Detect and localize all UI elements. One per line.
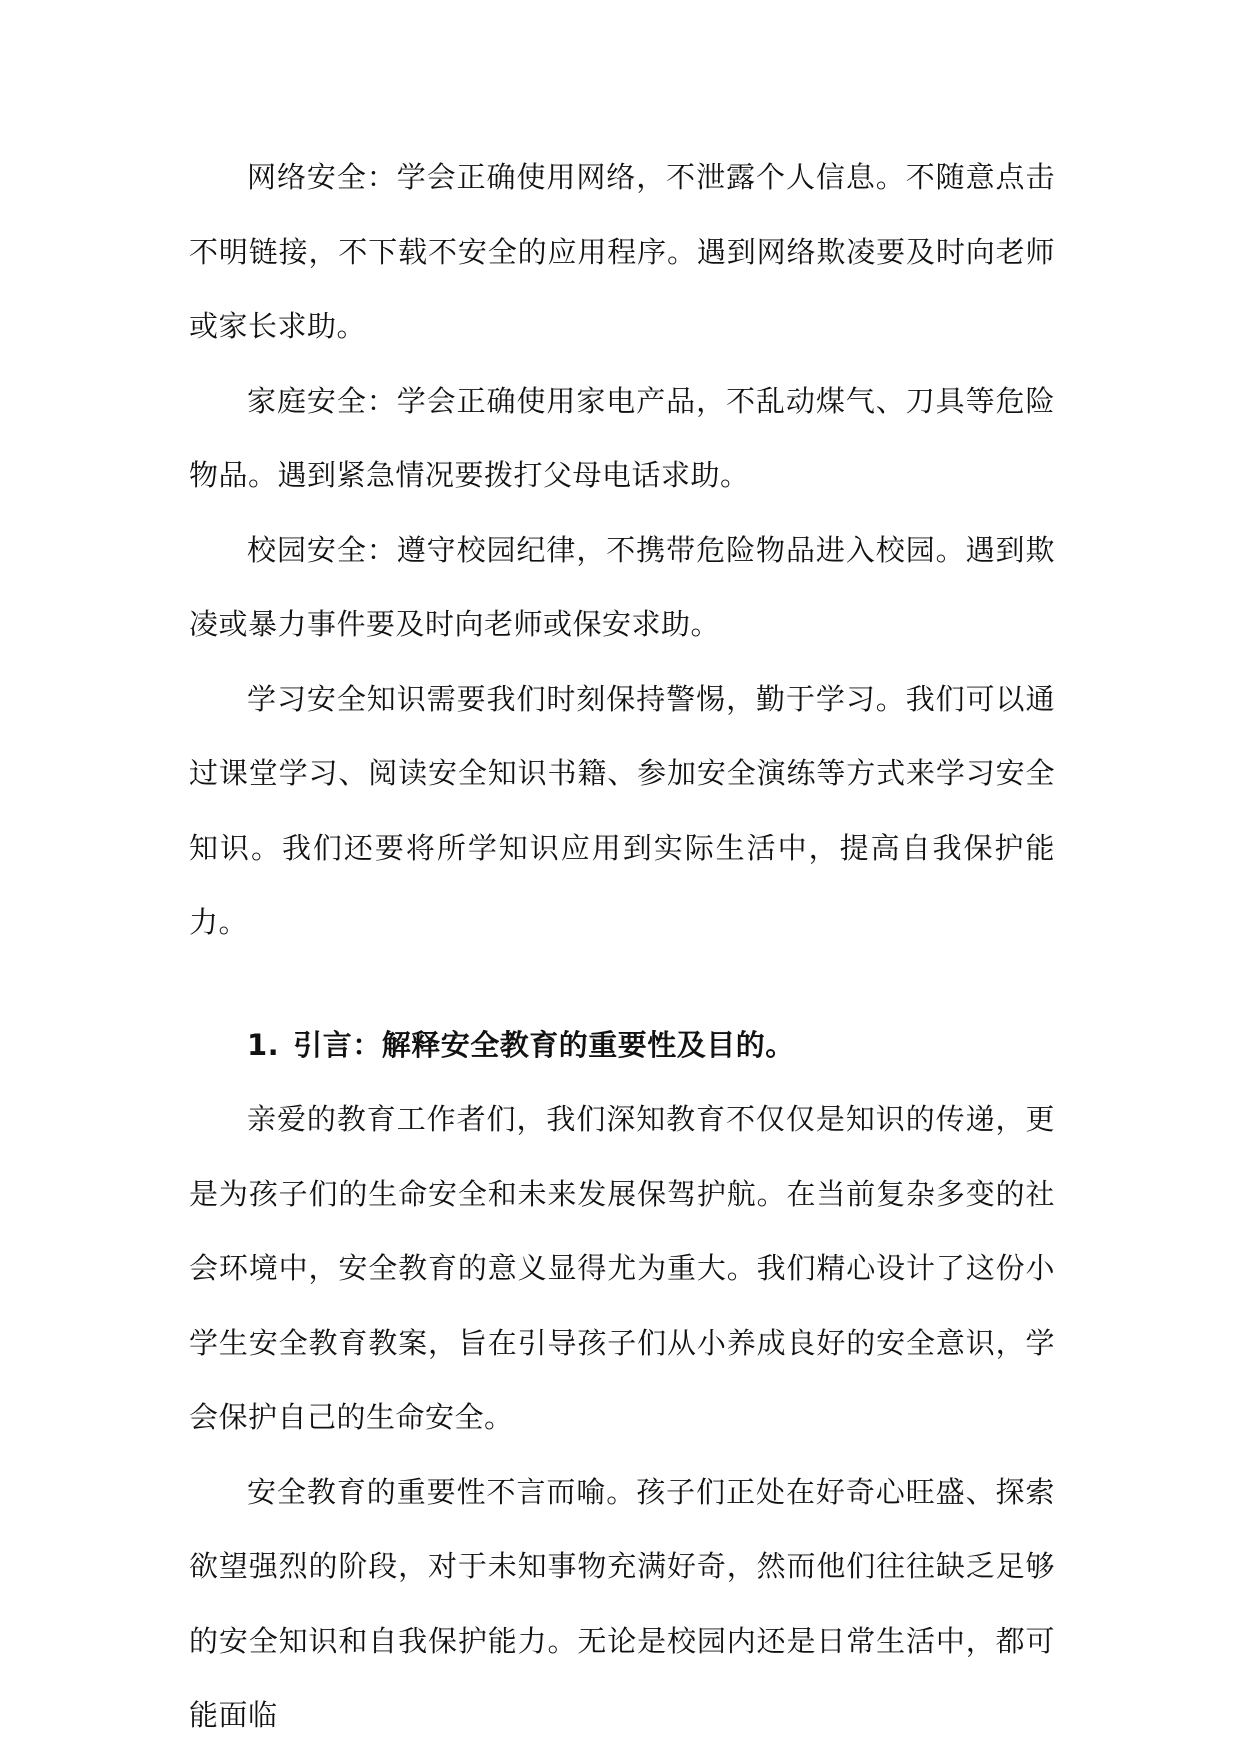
paragraph-importance: 安全教育的重要性不言而喻。孩子们正处在好奇心旺盛、探索欲望强烈的阶段，对于未知事物充满好奇，然而他们往往缺乏足够的安全知识和自我保护能力。无论是校园内还是日常生活中，都可能面临 bbox=[189, 1474, 1055, 1732]
section-title: 引言：解释安全教育的重要性及目的。 bbox=[293, 1027, 795, 1062]
paragraph-network-safety: 网络安全：学会正确使用网络，不泄露个人信息。不随意点击不明链接，不下载不安全的应用程序。遇到网络欺凌要及时向老师或家长求助。 bbox=[189, 160, 1055, 343]
section-heading bbox=[189, 1008, 1055, 1083]
section-number: 1. bbox=[247, 1027, 280, 1062]
paragraph-home-safety: 家庭安全：学会正确使用家电产品，不乱动煤气、刀具等危险物品。遇到紧急情况要拨打父母电话求助。 bbox=[189, 383, 1055, 492]
paragraph-intro: 亲爱的教育工作者们，我们深知教育不仅仅是知识的传递，更是为孩子们的生命安全和未来发展保驾护航。在当前复杂多变的社会环境中，安全教育的意义显得尤为重大。我们精心设计了这份小学生安全教育教案，旨在引导孩子们从小养成良好的安全意识，学会保护自己的生命安全。 bbox=[189, 1102, 1055, 1434]
paragraph-campus-safety: 校园安全：遵守校园纪律，不携带危险物品进入校园。遇到欺凌或暴力事件要及时向老师或保安求助。 bbox=[189, 532, 1055, 641]
paragraph-learning-safety: 学习安全知识需要我们时刻保持警惕，勤于学习。我们可以通过课堂学习、阅读安全知识书籍、参加安全演练等方式来学习安全知识。我们还要将所学知识应用到实际生活中，提高自我保护能力。 bbox=[189, 681, 1055, 939]
document-body bbox=[189, 140, 1055, 1753]
